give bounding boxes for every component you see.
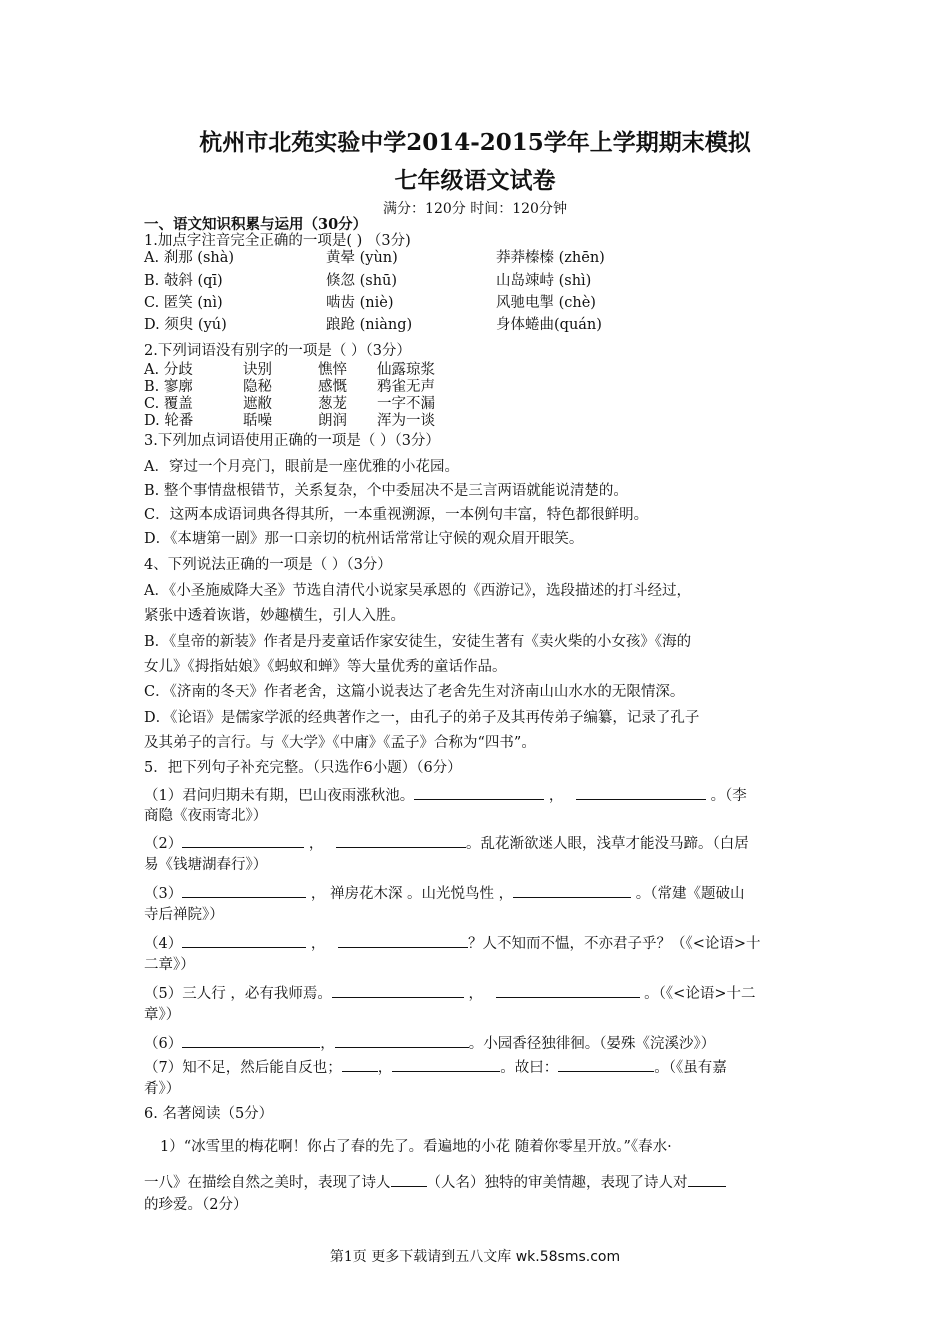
- q1-option-b-1: B. 攲斜 (qī): [144, 273, 223, 289]
- q4-stem: 4、下列说法正确的一项是（ ）（3分）: [144, 557, 392, 573]
- q6-part1-line1: 1）“冰雪里的梅花啊！你占了春的先了。看遍地的小花 随着你零星开放。”《春水·: [160, 1139, 672, 1155]
- q5-item-7: （7）知不足，然后能自反也； ， 。故曰： 。（《虽有嘉: [144, 1057, 727, 1077]
- q1-option-d-1: D. 须臾 (yú): [144, 317, 227, 333]
- answer-blank[interactable]: [342, 1057, 378, 1072]
- q6-part1-line3: 的珍爱。（2分）: [144, 1197, 248, 1213]
- q5-item-3: （3） ， 禅房花木深 。山光悦鸟性 ， 。（常建《题破山: [144, 883, 745, 903]
- q2-option-b-4: 鸦雀无声: [377, 379, 435, 395]
- exam-subtitle: 七年级语文试卷: [394, 167, 556, 194]
- q2-option-b-1: B. 寥廓: [144, 379, 193, 395]
- q1-option-b-3: 山岛竦峙 (shì): [496, 273, 592, 289]
- q5-item-4: （4） ， ？人不知而不愠，不亦君子乎？（《<论语>十: [144, 933, 761, 953]
- answer-blank[interactable]: [182, 833, 304, 848]
- q5-item-7-source: 肴》）: [144, 1081, 181, 1097]
- q6-part1-line2: 一八》在描绘自然之美时，表现了诗人 （人名）独特的审美情趣，表现了诗人对: [144, 1172, 726, 1192]
- q2-option-b-3: 感慨: [318, 379, 347, 395]
- q4-option-a-line1: A．《小圣施威降大圣》节选自清代小说家吴承恩的《西游记》，选段描述的打斗经过，: [144, 583, 691, 599]
- q1-stem: 1.加点字注音完全正确的一项是( ) （3分): [144, 233, 411, 249]
- q5-item-2-source: 易《钱塘湖春行》）: [144, 857, 268, 873]
- q3-option-b: B. 整个事情盘根错节，关系复杂，个中委屈决不是三言两语就能说清楚的。: [144, 483, 628, 499]
- answer-blank[interactable]: [182, 1033, 320, 1048]
- q5-item-2: （2） ， 。乱花渐欲迷人眼，浅草才能没马蹄。（白居: [144, 833, 749, 853]
- q5-item-5: （5）三人行 ，必有我师焉。 ， 。（《<论语>十二: [144, 983, 755, 1003]
- q2-option-a-3: 憔悴: [318, 362, 347, 378]
- q2-option-d-1: D. 轮番: [144, 413, 194, 429]
- section-heading: 一、语文知识积累与运用（30分）: [144, 216, 368, 233]
- exam-title: 杭州市北苑实验中学2014-2015学年上学期期末模拟: [199, 129, 751, 156]
- q2-option-d-2: 聒噪: [243, 413, 272, 429]
- answer-blank[interactable]: [558, 1057, 654, 1072]
- q5-item-6: （6） ， 。小园香径独徘徊。（晏殊《浣溪沙》）: [144, 1033, 715, 1053]
- q2-stem: 2.下列词语没有别字的一项是（ ）（3分）: [144, 343, 411, 359]
- q5-item-5-source: 章》）: [144, 1007, 181, 1023]
- q2-option-c-4: 一字不漏: [377, 396, 435, 412]
- q4-option-a-line2: 紧张中透着诙谐，妙趣横生，引人入胜。: [144, 608, 405, 624]
- q2-option-a-4: 仙露琼浆: [377, 362, 435, 378]
- q2-option-c-3: 葱茏: [318, 396, 347, 412]
- q4-option-c: C．《济南的冬天》作者老舍，这篇小说表达了老舍先生对济南山山水水的无限情深。: [144, 684, 685, 700]
- q2-option-b-2: 隐秘: [243, 379, 272, 395]
- answer-blank[interactable]: [335, 1033, 469, 1048]
- q5-item-3-source: 寺后禅院》）: [144, 907, 224, 923]
- q2-option-d-4: 浑为一谈: [377, 413, 435, 429]
- q1-option-a-1: A. 刹那 (shà): [144, 250, 235, 266]
- q4-option-b-line2: 女儿》《拇指姑娘》《蚂蚁和蝉》等大量优秀的童话作品。: [144, 659, 507, 675]
- footer-link[interactable]: wk.58sms.com: [515, 1249, 621, 1265]
- q3-option-a: A．穿过一个月亮门，眼前是一座优雅的小花园。: [144, 459, 459, 475]
- q2-option-a-1: A. 分歧: [144, 362, 193, 378]
- q2-option-c-1: C. 覆盖: [144, 396, 193, 412]
- answer-blank[interactable]: [182, 933, 306, 948]
- q1-option-c-2: 啮齿 (niè): [326, 295, 394, 311]
- exam-meta: 满分：120分 时间：120分钟: [383, 201, 567, 217]
- answer-blank[interactable]: [513, 883, 631, 898]
- answer-blank[interactable]: [332, 983, 464, 998]
- answer-blank[interactable]: [338, 933, 468, 948]
- q2-option-a-2: 诀别: [243, 362, 272, 378]
- q2-option-c-2: 遮敝: [243, 396, 272, 412]
- answer-blank[interactable]: [336, 833, 466, 848]
- q5-item-1: （1）君问归期未有期，巴山夜雨涨秋池。 ， 。（李: [144, 785, 747, 805]
- q4-option-d-line1: D．《论语》是儒家学派的经典著作之一，由孔子的弟子及其再传弟子编纂，记录了孔子: [144, 710, 700, 726]
- q2-option-d-3: 朗润: [318, 413, 347, 429]
- q3-stem: 3.下列加点词语使用正确的一项是（ ）（3分）: [144, 433, 440, 449]
- answer-blank[interactable]: [688, 1172, 726, 1187]
- q3-option-c: C．这两本成语词典各得其所，一本重视溯源，一本例句丰富，特色都很鲜明。: [144, 507, 649, 523]
- q3-option-d: D．《本塘第一剧》那一口亲切的杭州话常常让守候的观众眉开眼笑。: [144, 531, 584, 547]
- q1-option-a-2: 黄晕 (yùn): [326, 250, 398, 266]
- q1-option-c-1: C. 匿笑 (nì): [144, 295, 223, 311]
- q5-stem: 5．把下列句子补充完整。（只选作6小题）（6分）: [144, 760, 462, 776]
- q1-option-a-3: 莽莽榛榛 (zhēn): [496, 250, 605, 266]
- q1-option-d-2: 踉跄 (niàng): [326, 317, 413, 333]
- page-footer: [0, 1246, 950, 1266]
- q1-option-d-3: 身体蜷曲(quán): [496, 317, 602, 333]
- q6-stem: 6. 名著阅读（5分）: [144, 1106, 274, 1122]
- answer-blank[interactable]: [391, 1172, 427, 1187]
- answer-blank[interactable]: [414, 785, 544, 800]
- q1-option-b-2: 倏忽 (shū): [326, 273, 398, 289]
- q1-option-c-3: 风驰电掣 (chè): [496, 295, 596, 311]
- answer-blank[interactable]: [576, 785, 706, 800]
- answer-blank[interactable]: [496, 983, 640, 998]
- footer-text: 第1页 更多下载请到五八文库: [329, 1249, 512, 1265]
- q4-option-b-line1: B．《皇帝的新装》作者是丹麦童话作家安徒生，安徒生著有《卖火柴的小女孩》《海的: [144, 634, 692, 650]
- answer-blank[interactable]: [392, 1057, 500, 1072]
- q5-item-1-source: 商隐《夜雨寄北》）: [144, 808, 268, 824]
- answer-blank[interactable]: [182, 883, 306, 898]
- q5-item-4-source: 二章》）: [144, 957, 195, 973]
- q4-option-d-line2: 及其弟子的言行。与《大学》《中庸》《孟子》合称为“四书”。: [144, 735, 536, 751]
